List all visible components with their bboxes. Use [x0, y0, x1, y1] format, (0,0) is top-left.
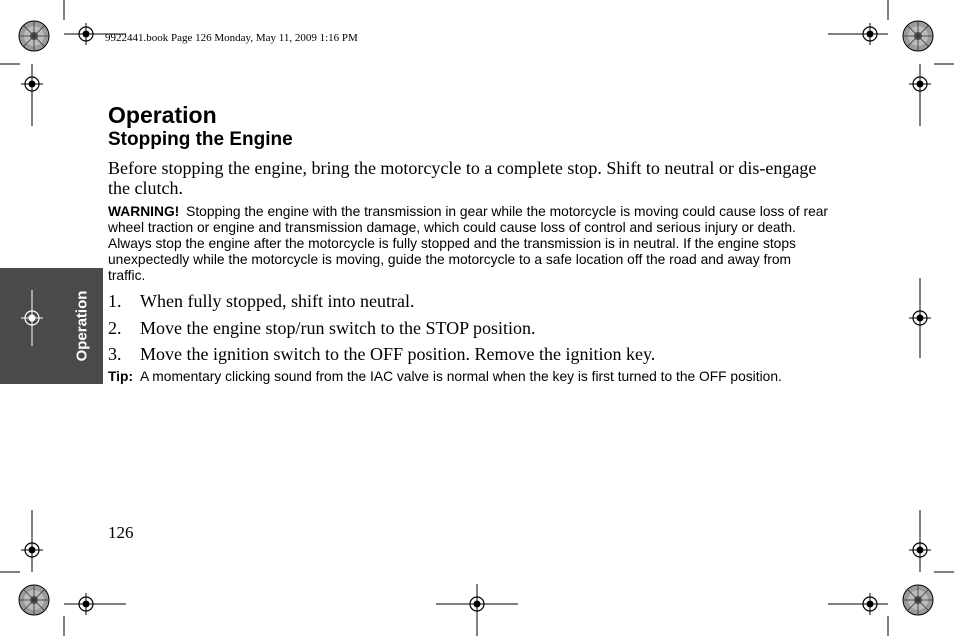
steps-list	[108, 288, 828, 368]
step-number: 2.	[108, 317, 122, 338]
warning-text: Stopping the engine with the transmission in gear while the motorcycle is moving could cause loss of rear wheel traction or engine and transmission damage, which could cause loss of control and serious injury or death. Always stop the engine after the motorcycle is fully stopped and the transmission is in neutral. If the engine stops unexpectedly while the motorcycle is moving, guide the motorcycle to a safe location off the road and away from traffic.	[108, 204, 829, 283]
page-title: Operation	[108, 102, 217, 128]
step-text: Move the engine stop/run switch to the STOP position.	[140, 317, 536, 338]
step-text: Move the ignition switch to the OFF position. Remove the ignition key.	[140, 344, 656, 364]
file-info-header: 9922441.book Page 126 Monday, May 11, 2009 1:16 PM	[105, 32, 358, 44]
tip-label: Tip:	[108, 369, 134, 384]
step-item	[108, 315, 828, 342]
tip-block	[108, 369, 828, 385]
step-item	[108, 341, 828, 368]
page-number: 126	[108, 523, 134, 542]
intro-paragraph: Before stopping the engine, bring the motorcycle to a complete stop. Shift to neutral or dis-engage the clutch.	[108, 158, 817, 198]
step-number: 1.	[108, 291, 122, 311]
warning-block	[108, 204, 832, 284]
step-item	[108, 288, 828, 315]
step-number: 3.	[108, 344, 122, 364]
tip-text: A momentary clicking sound from the IAC valve is normal when the key is first turned to the OFF position.	[140, 369, 782, 384]
section-heading: Stopping the Engine	[108, 129, 293, 150]
warning-label: WARNING!	[108, 204, 180, 219]
step-text: When fully stopped, shift into neutral.	[140, 291, 415, 311]
side-tab-label: Operation	[73, 290, 91, 362]
